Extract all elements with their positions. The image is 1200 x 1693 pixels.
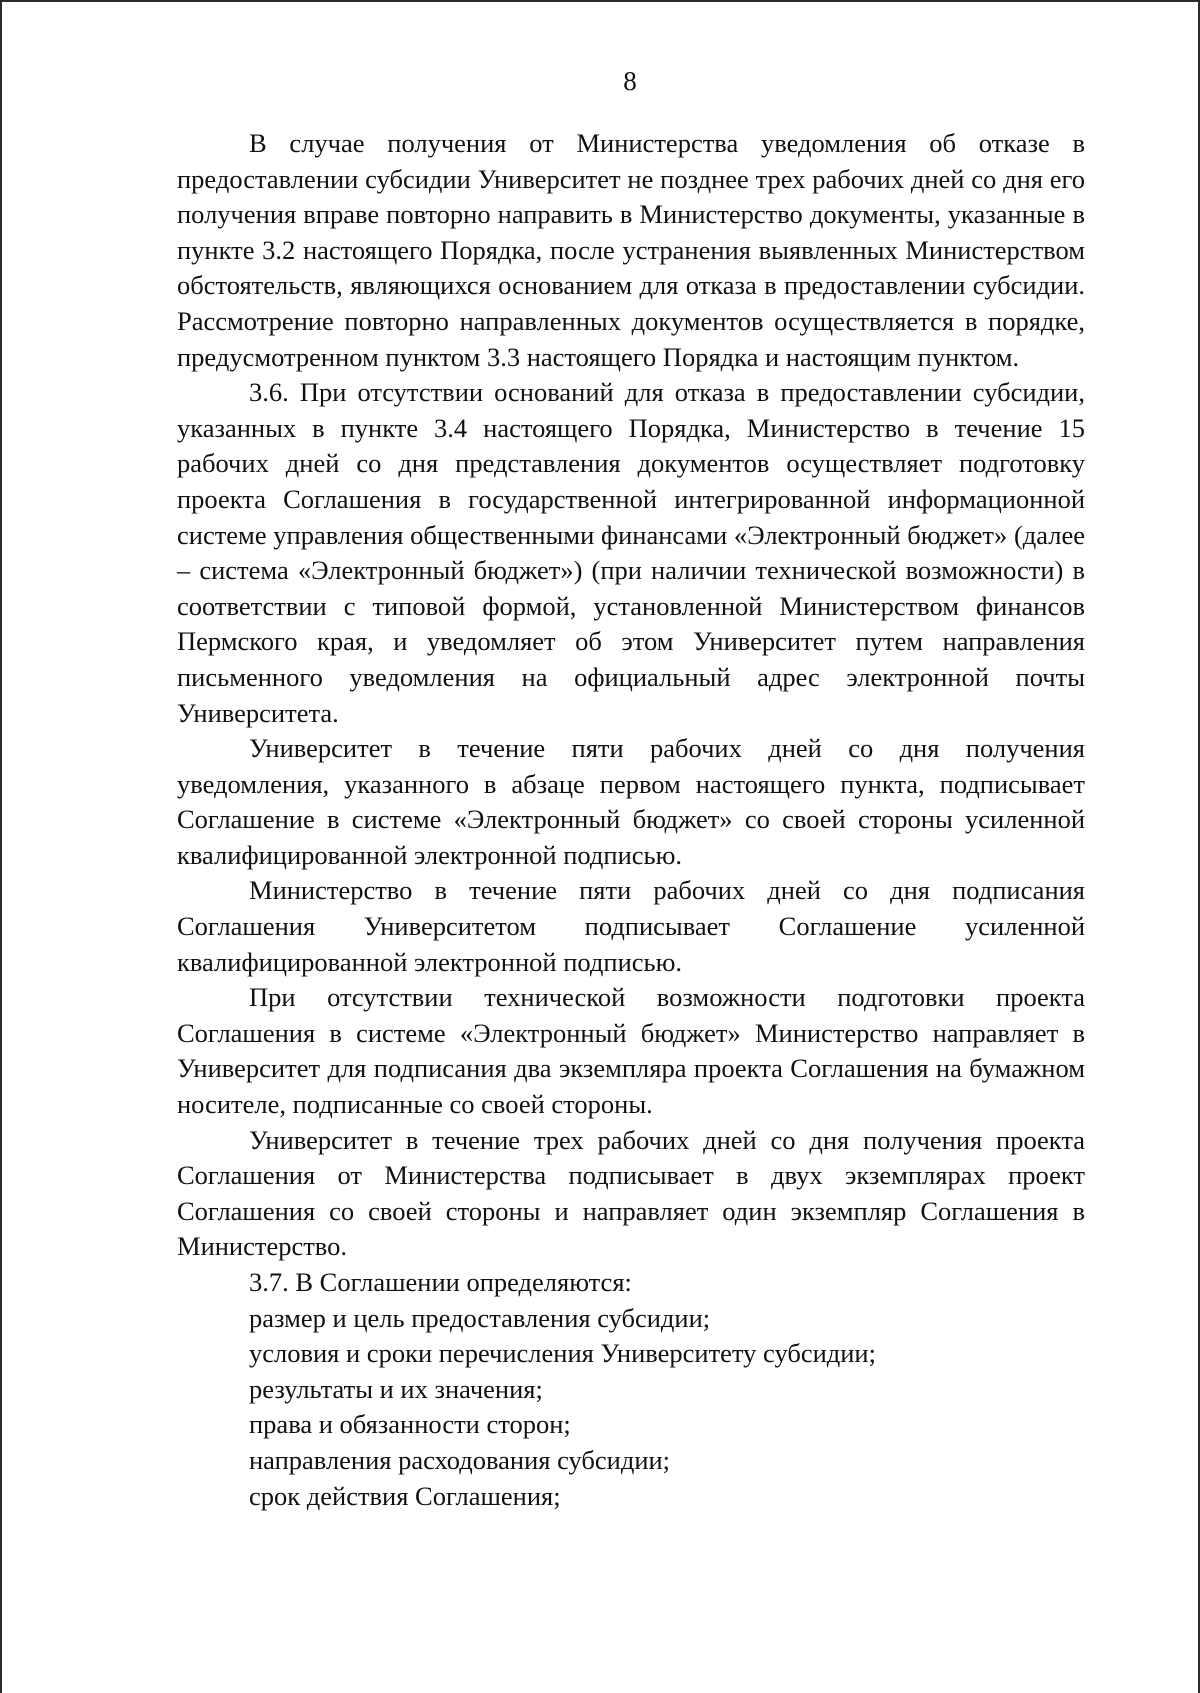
paragraph-3-6-agreement-preparation: 3.6. При отсутствии оснований для отказа в предоставлении субсидии, указанных в пункте 3.4 настоящего Порядка, Министерство в течение 15 рабочих дней со дня представления документов осуществляет подготовку проекта Соглашения в государственной интегрированной информационной системе управления общественными финансами «Электронный бюджет» (далее – система «Электронный бюджет») (при наличии технической возможности) в соответствии с типовой формой, установленной Министерством финансов Пермского края, и уведомляет об этом Университет путем направления письменного уведомления на официальный адрес электронной почты Университета. — [177, 377, 1085, 728]
paragraph-ministry-signs: Министерство в течение пяти рабочих дней со дня подписания Соглашения Университетом подписывает Соглашение усиленной квалифицированной электронной подписью. — [177, 875, 1085, 977]
paragraph-university-signs: Университет в течение пяти рабочих дней со дня получения уведомления, указанного в абзаце первом настоящего пункта, подписывает Соглашение в системе «Электронный бюджет» со своей стороны усиленной квалифицированной электронной подписью. — [177, 733, 1085, 870]
paragraph-university-returns-copy: Университет в течение трех рабочих дней со дня получения проекта Соглашения от Министерства подписывает в двух экземплярах проект Соглашения со своей стороны и направляет один экземпляр Соглашения в Министерство. — [177, 1124, 1085, 1262]
paragraph-refusal-resubmission: В случае получения от Министерства уведомления об отказе в предоставлении субсидии Университет не позднее трех рабочих дней со дня его получения вправе повторно направить в Министерство документы, указанные в пункте 3.2 настоящего Порядка, после устранения выявленных Министерством обстоятельств, являющихся основанием для отказа в предоставлении субсидии. Рассмотрение повторно направленных документов осуществляется в порядке, предусмотренном пунктом 3.3 настоящего Порядка и настоящим пунктом. — [177, 128, 1085, 372]
list-item: размер и цель предоставления субсидии; — [249, 1302, 711, 1333]
list-item: права и обязанности сторон; — [249, 1409, 571, 1440]
section-3-7-heading: 3.7. В Соглашении определяются: — [249, 1267, 632, 1297]
list-item: условия и сроки перечисления Университету субсидии; — [249, 1338, 876, 1369]
page-number: 8 — [623, 66, 637, 96]
list-item: результаты и их значения; — [249, 1373, 543, 1404]
document-body — [177, 126, 1085, 1514]
list-item: срок действия Соглашения; — [249, 1480, 561, 1511]
list-item: направления расходования субсидии; — [249, 1444, 671, 1475]
paragraph-paper-copies: При отсутствии технической возможности подготовки проекта Соглашения в системе «Электронный бюджет» Министерство направляет в Университет для подписания два экземпляра проекта Соглашения на бумажном носителе, подписанные со своей стороны. — [177, 982, 1085, 1120]
